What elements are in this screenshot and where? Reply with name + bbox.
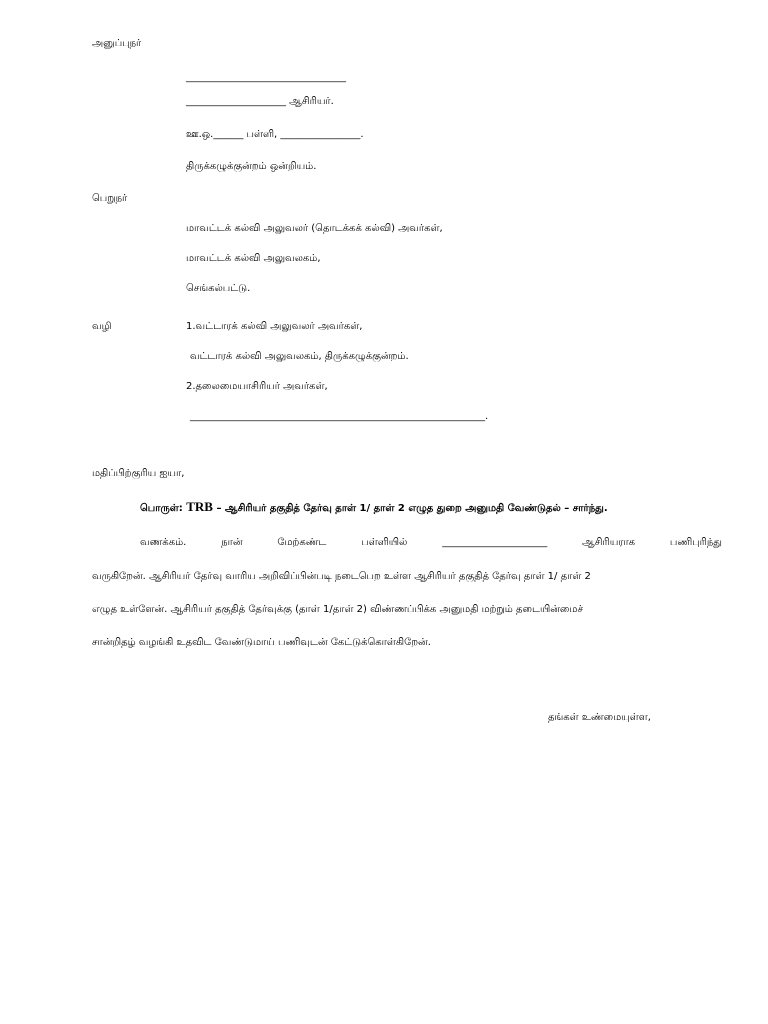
via-heading: வழி	[92, 321, 112, 332]
salutation: மதிப்பிற்குரிய ஐயா,	[92, 468, 185, 479]
body-word: பள்ளியில்	[361, 537, 408, 548]
body-line-4: சான்றிதழ் வழங்கி உதவிட வேண்டுமாய் பணிவுடன் கேட்டுக்கொள்கிறேன்.	[92, 637, 431, 648]
sender-heading: அனுப்புநர்	[92, 38, 142, 49]
body-word: பணிபுரிந்து	[669, 537, 722, 548]
recipient-office: மாவட்டக் கல்வி அலுவலகம்,	[186, 253, 321, 264]
body-word: ஆசிரியராக	[582, 537, 636, 548]
body-line-1	[92, 536, 722, 550]
via-headmaster: 2.தலைமையாசிரியர் அவர்கள்,	[186, 381, 328, 392]
via-office: வட்டாரக் கல்வி அலுவலகம், திருக்கழுக்குன்றம்.	[190, 351, 409, 362]
recipient-place: செங்கல்பட்டு.	[186, 283, 251, 294]
via-school-blank: ___________________________________________________________.	[190, 411, 489, 422]
subject-prefix: பொருள்:	[140, 503, 187, 514]
body-word: _____________________	[442, 537, 548, 548]
body-word: வணக்கம்.	[140, 537, 187, 548]
subject-rest: – ஆசிரியர் தகுதித் தேர்வு தாள் 1/ தாள் 2 எழுத துறை அனுமதி வேண்டுதல் – சார்ந்து.	[212, 503, 608, 514]
subject-line	[140, 500, 608, 516]
body-line-2: வருகிறேன். ஆசிரியர் தேர்வு வாரிய அறிவிப்பின்படி நடைபெற உள்ள ஆசிரியர் தகுதித் தேர்வு தாள் 1/ தாள் 2	[92, 571, 591, 582]
body-line-3: எழுத உள்ளேன். ஆசிரியர் தகுதித் தேர்வுக்கு (தாள் 1/தாள் 2) விண்ணப்பிக்க அனுமதி மற்றும் தடையின்மைச்	[92, 604, 583, 615]
via-officer: 1.வட்டாரக் கல்வி அலுவலர் அவர்கள்,	[186, 321, 363, 332]
sender-school: ஊ.ஒ.______ பள்ளி, ________________.	[186, 129, 364, 140]
subject-acronym: TRB	[186, 499, 213, 514]
sender-union: திருக்கழுக்குன்றம் ஒன்றியம்.	[186, 161, 317, 172]
body-word: மேற்கண்ட	[277, 537, 327, 548]
body-word: நான்	[221, 537, 243, 548]
sender-designation: ____________________ ஆசிரியர்.	[186, 96, 334, 107]
recipient-heading: பெறுநர்	[92, 193, 128, 204]
recipient-officer: மாவட்டக் கல்வி அலுவலர் (தொடக்கக் கல்வி) அவர்கள்,	[186, 223, 443, 234]
sender-name-blank: ________________________________	[186, 72, 346, 83]
closing: தங்கள் உண்மையுள்ள,	[548, 712, 651, 723]
